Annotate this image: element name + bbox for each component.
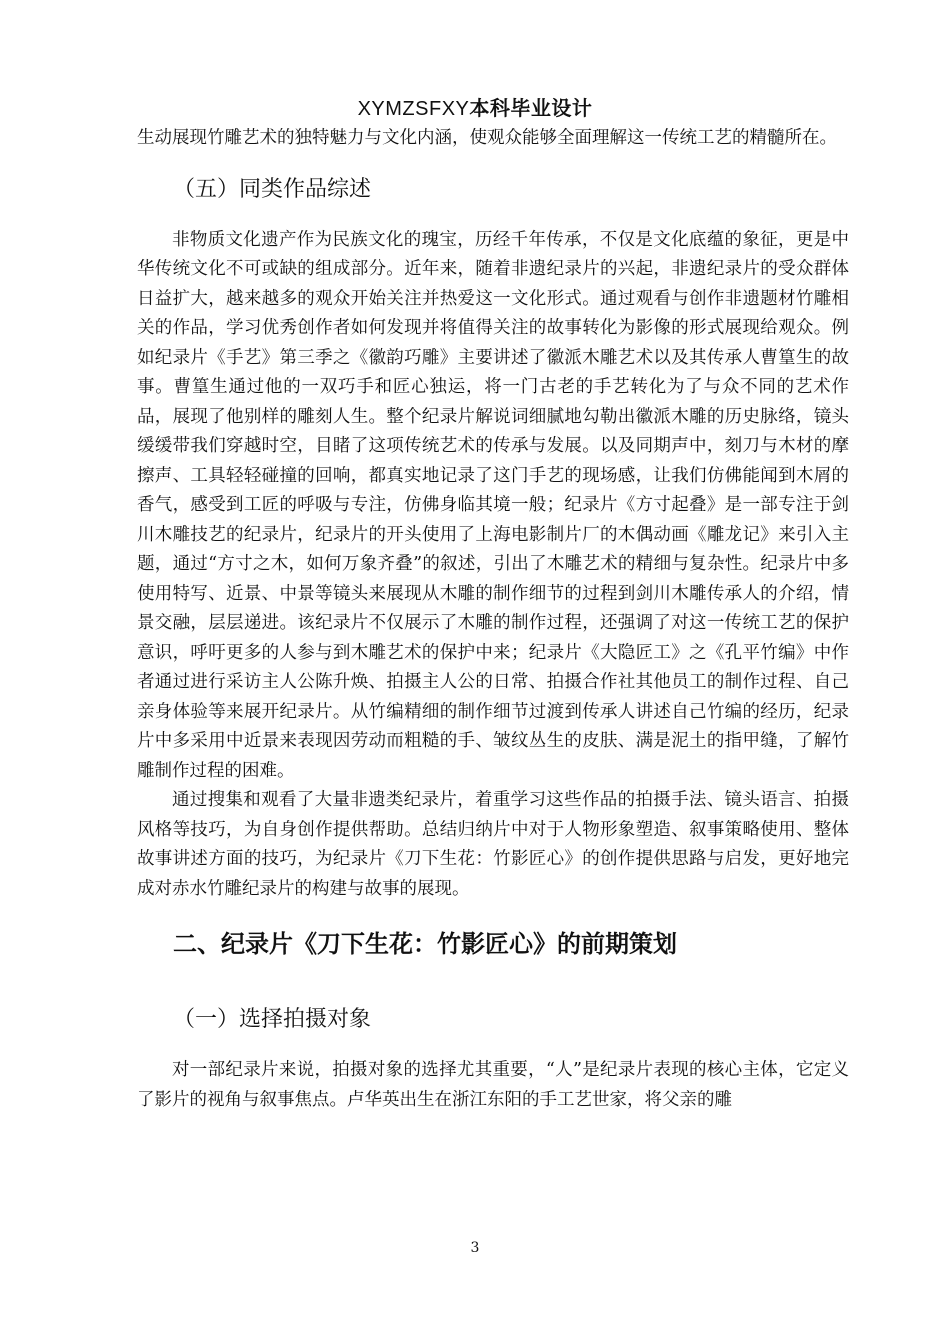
header-latin: XYMZSFXY (357, 98, 470, 120)
chapter-heading-planning: 二、纪录片《刀下生花：竹影匠心》的前期策划 (173, 930, 677, 958)
paragraph-subject: 对一部纪录片来说，拍摄对象的选择尤其重要，“人”是纪录片表现的核心主体，它定义了影片的视角与叙事焦点。卢华英出生在浙江东阳的手工艺世家，将父亲的雕 (137, 1060, 849, 1110)
page-number: 3 (470, 1240, 480, 1256)
paragraph-continuation: 生动展现竹雕艺术的独特魅力与文化内涵，使观众能够全面理解这一传统工艺的精髓所在。 (137, 128, 837, 148)
paragraph-summary: 通过搜集和观看了大量非遗类纪录片，着重学习这些作品的拍摄手法、镜头语言、拍摄风格等技巧，为自身创作提供帮助。总结归纳片中对于人物形象塑造、叙事策略使用、整体故事讲述方面的技巧，为纪录片《刀下生花：竹影匠心》的创作提供思路与启发，更好地完成对赤水竹雕纪录片的构建与故事的展现。 (137, 790, 849, 899)
section-heading-subject: （一）选择拍摄对象 (173, 1007, 372, 1032)
body-content (137, 124, 849, 1115)
paragraph-similar-works: 非物质文化遗产作为民族文化的瑰宝，历经千年传承，不仅是文化底蕴的象征，更是中华传统文化不可或缺的组成部分。近年来，随着非遗纪录片的兴起，非遗纪录片的受众群体日益扩大，越来越多的观众开始关注并热爱这一文化形式。通过观看与创作非遗题材竹雕相关的作品，学习优秀创作者如何发现并将值得关注的故事转化为影像的形式展现给观众。例如纪录片《手艺》第三季之《徽韵巧雕》主要讲述了徽派木雕艺术以及其传承人曹篁生的故事。曹篁生通过他的一双巧手和匠心独运，将一门古老的手艺转化为了与众不同的艺术作品，展现了他别样的雕刻人生。整个纪录片解说词细腻地勾勒出徽派木雕的历史脉络，镜头缓缓带我们穿越时空，目睹了这项传统艺术的传承与发展。以及同期声中，刻刀与木材的摩擦声、工具轻轻碰撞的回响，都真实地记录了这门手艺的现场感，让我们仿佛能闻到木屑的香气，感受到工匠的呼吸与专注，仿佛身临其境一般；纪录片《方寸起叠》是一部专注于剑川木雕技艺的纪录片，纪录片的开头使用了上海电影制片厂的木偶动画《雕龙记》来引入主题，通过“方寸之木，如何万象齐叠”的叙述，引出了木雕艺术的精细与复杂性。纪录片中多使用特写、近景、中景等镜头来展现从木雕的制作细节的过程到剑川木雕传承人的介绍，情景交融，层层递进。该纪录片不仅展示了木雕的制作过程，还强调了对这一传统工艺的保护意识，呼吁更多的人参与到木雕艺术的保护中来；纪录片《大隐匠工》之《孔平竹编》中作者通过进行采访主人公陈升焕、拍摄主人公的日常、拍摄合作社其他员工的制作过程、自己亲身体验等来展开纪录片。从竹编精细的制作细节过渡到传承人讲述自己竹编的经历，纪录片中多采用中近景来表现因劳动而粗糙的手、皱纹丛生的皮肤、满是泥土的指甲缝，了解竹雕制作过程的困难。 (137, 229, 849, 781)
section-heading-similar-works: （五）同类作品综述 (173, 176, 372, 202)
header-title: 本科毕业设计 (469, 96, 593, 120)
page-header (0, 92, 950, 121)
